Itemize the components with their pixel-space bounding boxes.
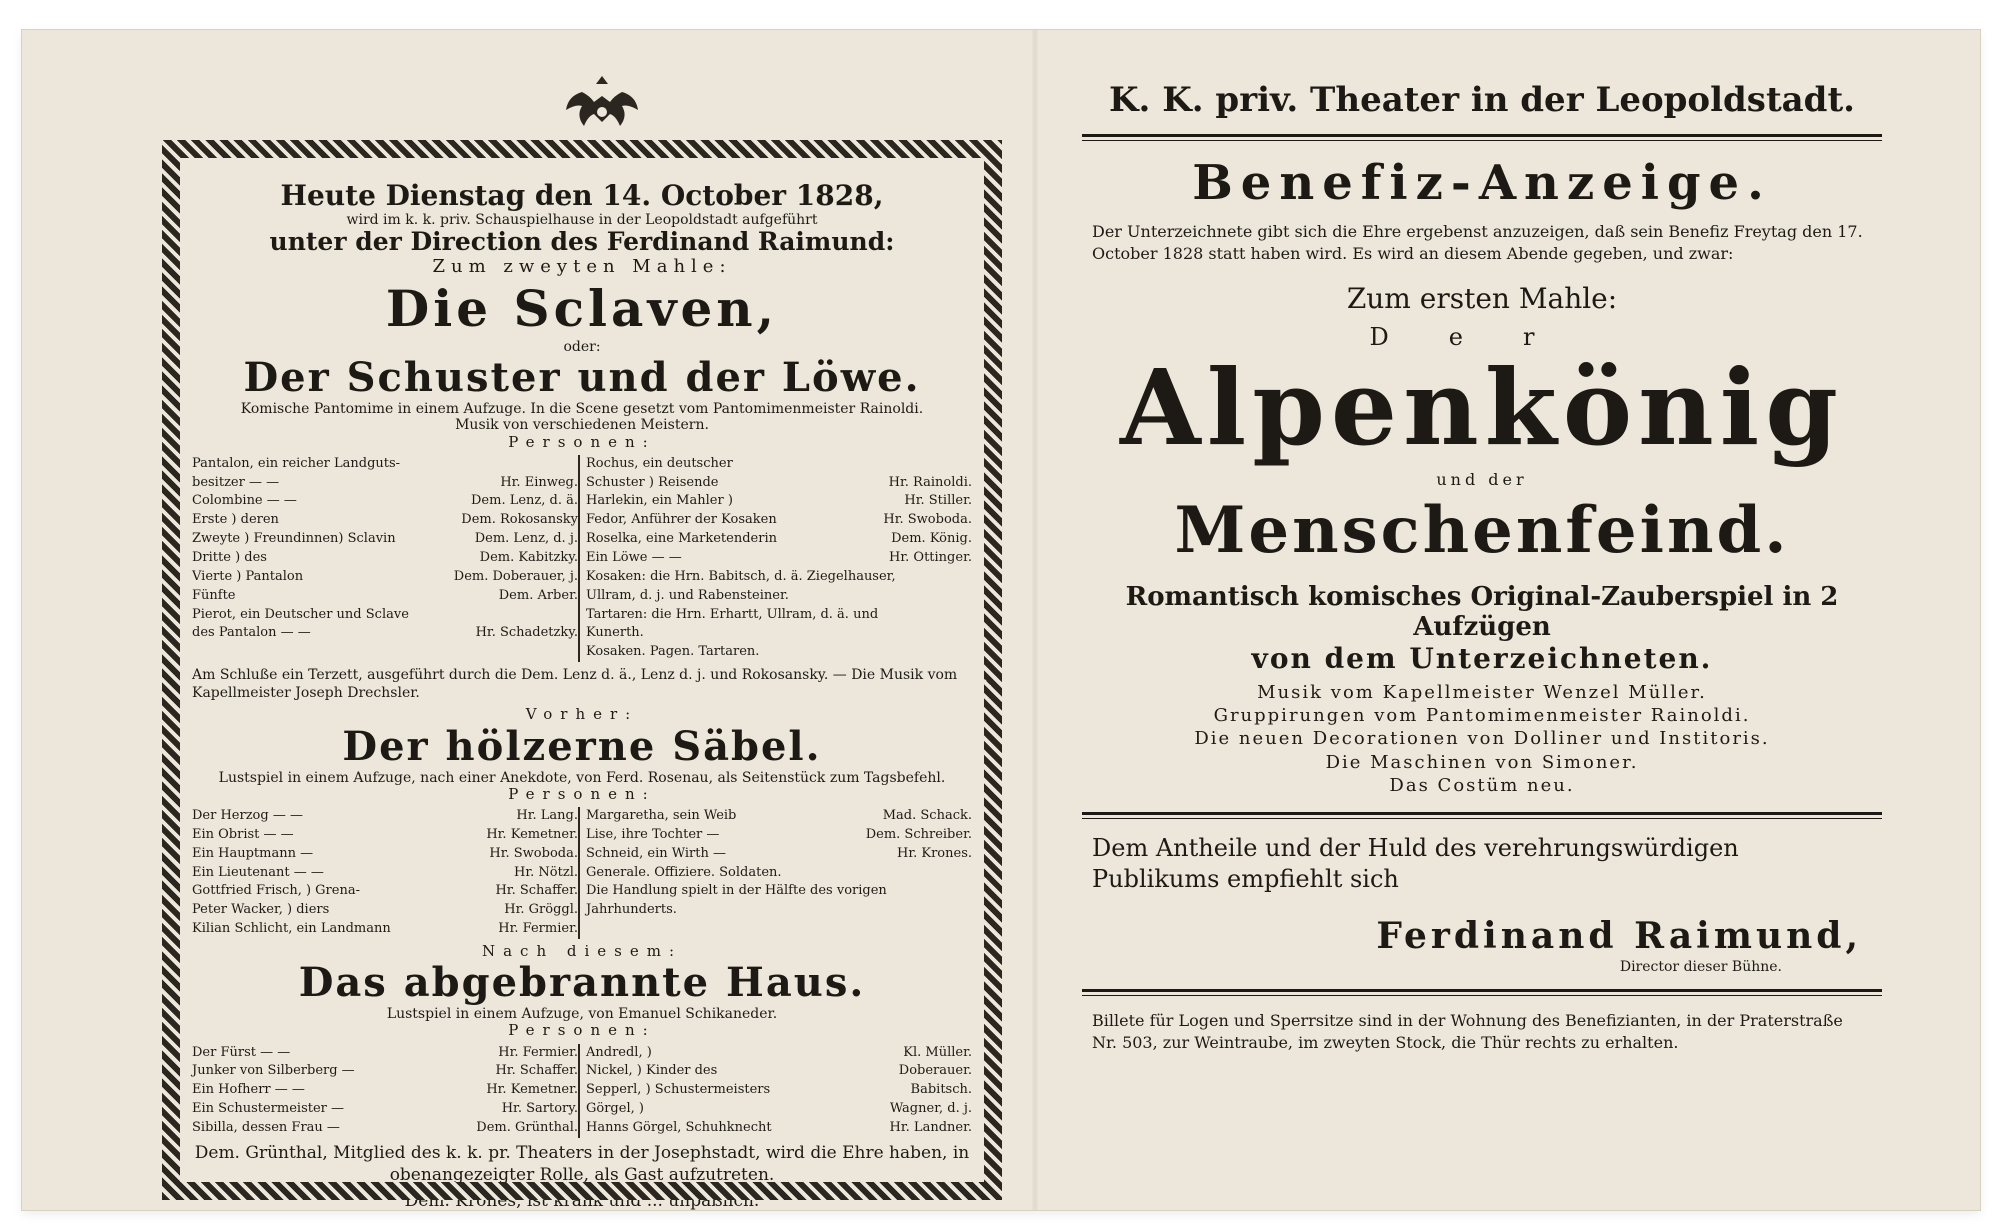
dedication: Dem Antheile und der Huld des verehrungswürdigen Publikums empfiehlt sich [1092,833,1739,893]
cast-role: Lise, ihre Tochter — [586,826,720,842]
cast-row [192,606,578,625]
play1-title: Die Sclaven, [385,278,779,338]
cast-role: Dritte ) des [192,549,267,565]
cast-row [192,568,578,587]
cast-actor: Hr. Ottinger. [889,549,972,565]
cast-row [192,1100,578,1119]
cast-role: Junker von Silberberg — [192,1063,355,1079]
cast-role: Ullram, d. j. und Rabensteiner. [586,587,789,603]
cast-row [586,864,972,883]
cast-role: Generale. Offiziere. Soldaten. [586,864,782,880]
play3-subheading: Nach diesem: [481,941,683,960]
main-title-2: Menschenfeind. [1174,492,1790,568]
cast-row [586,1119,972,1138]
cast-row [586,606,972,625]
cast-row [586,1100,972,1119]
venue-line: wird im k. k. priv. Schauspielhause in der Leopoldstadt aufgeführt [346,212,818,229]
cast-actor: Hr. Swoboda. [489,845,578,861]
cast-actor: Hr. Nötzl. [514,864,578,880]
terzett-note: Am Schluße ein Terzett, ausgeführt durch die Dem. Lenz d. ä., Lenz d. j. und Rokosansky. — Die Musik vom Kapellmeister Joseph Drechsler. [192,667,958,702]
director-title: Director dieser Bühne. [1619,958,1782,975]
cast-row [586,1044,972,1063]
cast-role: Kosaken: die Hrn. Babitsch, d. ä. Ziegelhauser, [586,568,896,584]
cast-role: Kilian Schlicht, ein Landmann [192,921,391,937]
cast-row [192,845,578,864]
cast-actor: Dem. Arber. [498,587,578,603]
cast-role: Fedor, Anführer der Kosaken [586,512,777,528]
cast-role: Roselka, eine Marketenderin [586,531,777,547]
cast-role: des Pantalon — — [192,625,311,641]
cast-actor: Hr. Schadetzky. [475,625,578,641]
cast-row [192,920,578,939]
play1-oder: oder: [563,339,601,356]
cast-role: Colombine — — [192,493,297,509]
cast-actor: Hr. Sartory. [501,1101,578,1117]
play1-subheading: Zum zweyten Mahle: [432,256,732,278]
cast-row [586,882,972,901]
cast-actor: Dem. König. [891,531,972,547]
cast-role: Der Fürst — — [192,1044,291,1060]
cast-row [192,549,578,568]
play2-description: Lustspiel in einem Aufzuge, nach einer Anekdote, von Ferd. Rosenau, als Seitenstück zum Tagsbefehl. [218,769,946,786]
cast-role: Pantalon, ein reicher Landguts- [192,455,401,471]
cast-row [192,474,578,493]
play2-subheading: Vorher: [525,705,639,724]
play1-title2: Der Schuster und der Löwe. [243,354,921,402]
cast-row [586,455,972,474]
cast-role: Gottfried Frisch, ) Grena- [192,883,360,899]
guest-note: Dem. Grünthal, Mitglied des k. k. pr. Theaters in der Josephstadt, wird die Ehre haben, in obenangezeigter Rolle, als Gast aufzutreten. [194,1142,970,1185]
cast-actor: Hr. Landner. [889,1119,972,1135]
ticket-info: Billete für Logen und Sperrsitze sind in der Wohnung des Benefizianten, in der Praterstraße Nr. 503, zur Weintraube, im zweyten Stock, die Thür rechts zu erhalten. [1092,1010,1843,1052]
benefiz-heading: Benefiz-Anzeige. [1192,155,1772,211]
cast-actor: Hr. Kemetner. [486,826,578,842]
cast-actor: Dem. Schreiber. [865,826,972,842]
cast-row [586,474,972,493]
cast-actor: Hr. Einweg. [500,474,578,490]
cast-row [192,1062,578,1081]
theatre-name: K. K. priv. Theater in der Leopoldstadt. [1108,80,1855,120]
cast-row [192,455,578,474]
cast-list-3-right [578,1044,972,1138]
cast-actor: Hr. Stiller. [904,493,972,509]
cast-actor: Dem. Rokosansky [461,512,578,528]
cast-row [586,492,972,511]
title-article: Der [1369,323,1595,352]
cast-role: Kunerth. [586,625,644,641]
cast-row [192,882,578,901]
cast-role: Görgel, ) [586,1101,644,1117]
cast-role: Ein Hofherr — — [192,1082,305,1098]
playbill-sheet [22,30,1980,1210]
left-playbill [162,140,1002,1211]
cast-role: Hanns Görgel, Schuhknecht [586,1119,772,1135]
benefit-intro: Der Unterzeichnete gibt sich die Ehre ergebenst anzuzeigen, daß sein Benefiz Freytag den 17. October 1828 statt haben wird. Es wird an diesem Abende gegeben, und zwar: [1092,222,1863,263]
play2-title: Der hölzerne Säbel. [342,722,822,770]
author-line: von dem Unterzeichneten. [1251,641,1713,675]
play1-description: Komische Pantomime in einem Aufzuge. In die Scene gesetzt vom Pantomimenmeister Rainoldi. [240,401,924,418]
cast-actor: Doberauer. [898,1063,972,1079]
cast-row [586,845,972,864]
cast-actor: Hr. Rainoldi. [888,474,972,490]
cast-row [192,492,578,511]
personen-heading-2: Personen: [508,784,656,803]
cast-row [586,568,972,587]
divider-rule-2 [1082,812,1882,819]
cast-row [586,1081,972,1100]
cast-actor: Hr. Krones. [896,845,972,861]
cast-actor: Hr. Schaffer. [495,883,578,899]
main-title: Alpenkönig [1120,346,1844,470]
credit-line: Das Costüm neu. [1389,775,1575,797]
cast-row [192,587,578,606]
cast-actor: Hr. Kemetner. [486,1082,578,1098]
credits-block [1082,681,1882,798]
play1-music: Musik von verschiedenen Meistern. [455,417,709,434]
cast-row [192,1081,578,1100]
paper-fold [1032,30,1038,1210]
direction-line: unter der Direction des Ferdinand Raimund: [269,227,895,257]
cast-role: Ein Obrist — — [192,826,294,842]
cast-row [192,1044,578,1063]
cast-role: Kosaken. Pagen. Tartaren. [586,644,760,660]
first-performance: Zum ersten Mahle: [1346,282,1618,316]
cast-actor: Hr. Fermier. [498,921,578,937]
genre-line: Romantisch komisches Original-Zauberspiel in 2 Aufzügen [1125,581,1839,642]
right-benefit-notice [1082,80,1882,1200]
cast-list-2-right [578,807,972,939]
cast-role: Zweyte ) Freundinnen) Sclavin [192,531,396,547]
cast-actor: Mad. Schack. [882,808,972,823]
cast-list-1-left [192,455,578,662]
cast-role: Erste ) deren [192,512,279,528]
cast-actor: Dem. Doberauer, j. [453,568,578,584]
cast-row [586,1062,972,1081]
cast-row [192,511,578,530]
personen-heading: Personen: [508,432,656,451]
cast-role: Rochus, ein deutscher [586,455,733,471]
divider-rule-3 [1082,989,1882,996]
cast-row [586,643,972,662]
credit-line: Gruppirungen vom Pantomimenmeister Rainoldi. [1213,704,1751,726]
cast-row [192,530,578,549]
cast-list-3-left [192,1044,578,1138]
cast-actor: Dem. Lenz, d. ä. [471,493,578,509]
cast-actor: Hr. Swoboda. [883,512,972,528]
cast-actor: Wagner, d. j. [889,1101,972,1117]
krones-note: Dem. Krones, ist krank und ... unpäßlich. [404,1190,760,1211]
cast-row [192,901,578,920]
cast-role: Nickel, ) Kinder des [586,1063,718,1079]
play3-description: Lustspiel in einem Aufzuge, von Emanuel Schikaneder. [386,1006,778,1023]
cast-actor: Babitsch. [910,1082,972,1098]
credit-line: Die Maschinen von Simoner. [1325,751,1639,773]
cast-row [192,864,578,883]
cast-role: Tartaren: die Hrn. Erhartt, Ullram, d. ä. und [586,606,879,622]
cast-actor: Dem. Kabitzky. [479,549,578,565]
cast-row [192,807,578,826]
cast-list-2 [192,807,972,939]
credit-line: Die neuen Decorationen von Dolliner und Institoris. [1194,728,1770,750]
cast-role: Ein Schustermeister — [192,1101,345,1117]
play3-title: Das abgebrannte Haus. [298,959,866,1007]
personen-heading-3: Personen: [508,1021,656,1040]
cast-role: Ein Hauptmann — [192,845,314,861]
cast-row [192,826,578,845]
cast-actor: Dem. Grünthal. [476,1119,578,1135]
cast-row [586,511,972,530]
cast-role: Schuster ) Reisende [586,474,719,490]
title-und: und der [1436,469,1528,489]
cast-role: Fünfte [192,587,236,603]
cast-row [586,549,972,568]
cast-actor: Hr. Gröggl. [504,902,578,918]
cast-role: besitzer — — [192,474,280,490]
cast-role: Die Handlung spielt in der Hälfte des vorigen [586,883,887,899]
cast-row [192,624,578,643]
cast-row [586,624,972,643]
performance-date: Heute Dienstag den 14. October 1828, [280,179,884,212]
cast-row [586,530,972,549]
cast-row [192,1119,578,1138]
cast-row [586,587,972,606]
cast-list-1 [192,455,972,662]
cast-list-3 [192,1044,972,1138]
cast-actor: Hr. Lang. [516,808,578,823]
cast-role: Margaretha, sein Weib [586,808,737,823]
cast-role: Vierte ) Pantalon [192,568,304,584]
cast-row [586,826,972,845]
cast-actor: Hr. Schaffer. [495,1063,578,1079]
cast-role: Peter Wacker, ) diers [192,902,330,918]
double-eagle-crest-icon [562,72,642,142]
cast-role: Harlekin, ein Mahler ) [586,493,733,509]
cast-role: Ein Löwe — — [586,549,682,565]
cast-role: Sepperl, ) Schustermeisters [586,1082,771,1098]
signature: Ferdinand Raimund, [1376,914,1862,957]
cast-row [586,807,972,826]
cast-list-2-left [192,807,578,939]
cast-role: Sibilla, dessen Frau — [192,1119,340,1135]
cast-actor: Dem. Lenz, d. j. [474,531,578,547]
cast-role: Andredl, ) [586,1044,652,1060]
cast-role: Jahrhunderts. [586,902,677,918]
cast-role: Pierot, ein Deutscher und Sclave [192,606,409,622]
cast-actor: Kl. Müller. [903,1044,972,1060]
cast-role: Der Herzog — — [192,808,303,823]
cast-actor: Hr. Fermier. [498,1044,578,1060]
credit-line: Musik vom Kapellmeister Wenzel Müller. [1257,681,1707,703]
cast-role: Ein Lieutenant — — [192,864,324,880]
divider-rule [1082,134,1882,141]
cast-role: Schneid, ein Wirth — [586,845,726,861]
cast-list-1-right [578,455,972,662]
cast-row [586,901,972,920]
